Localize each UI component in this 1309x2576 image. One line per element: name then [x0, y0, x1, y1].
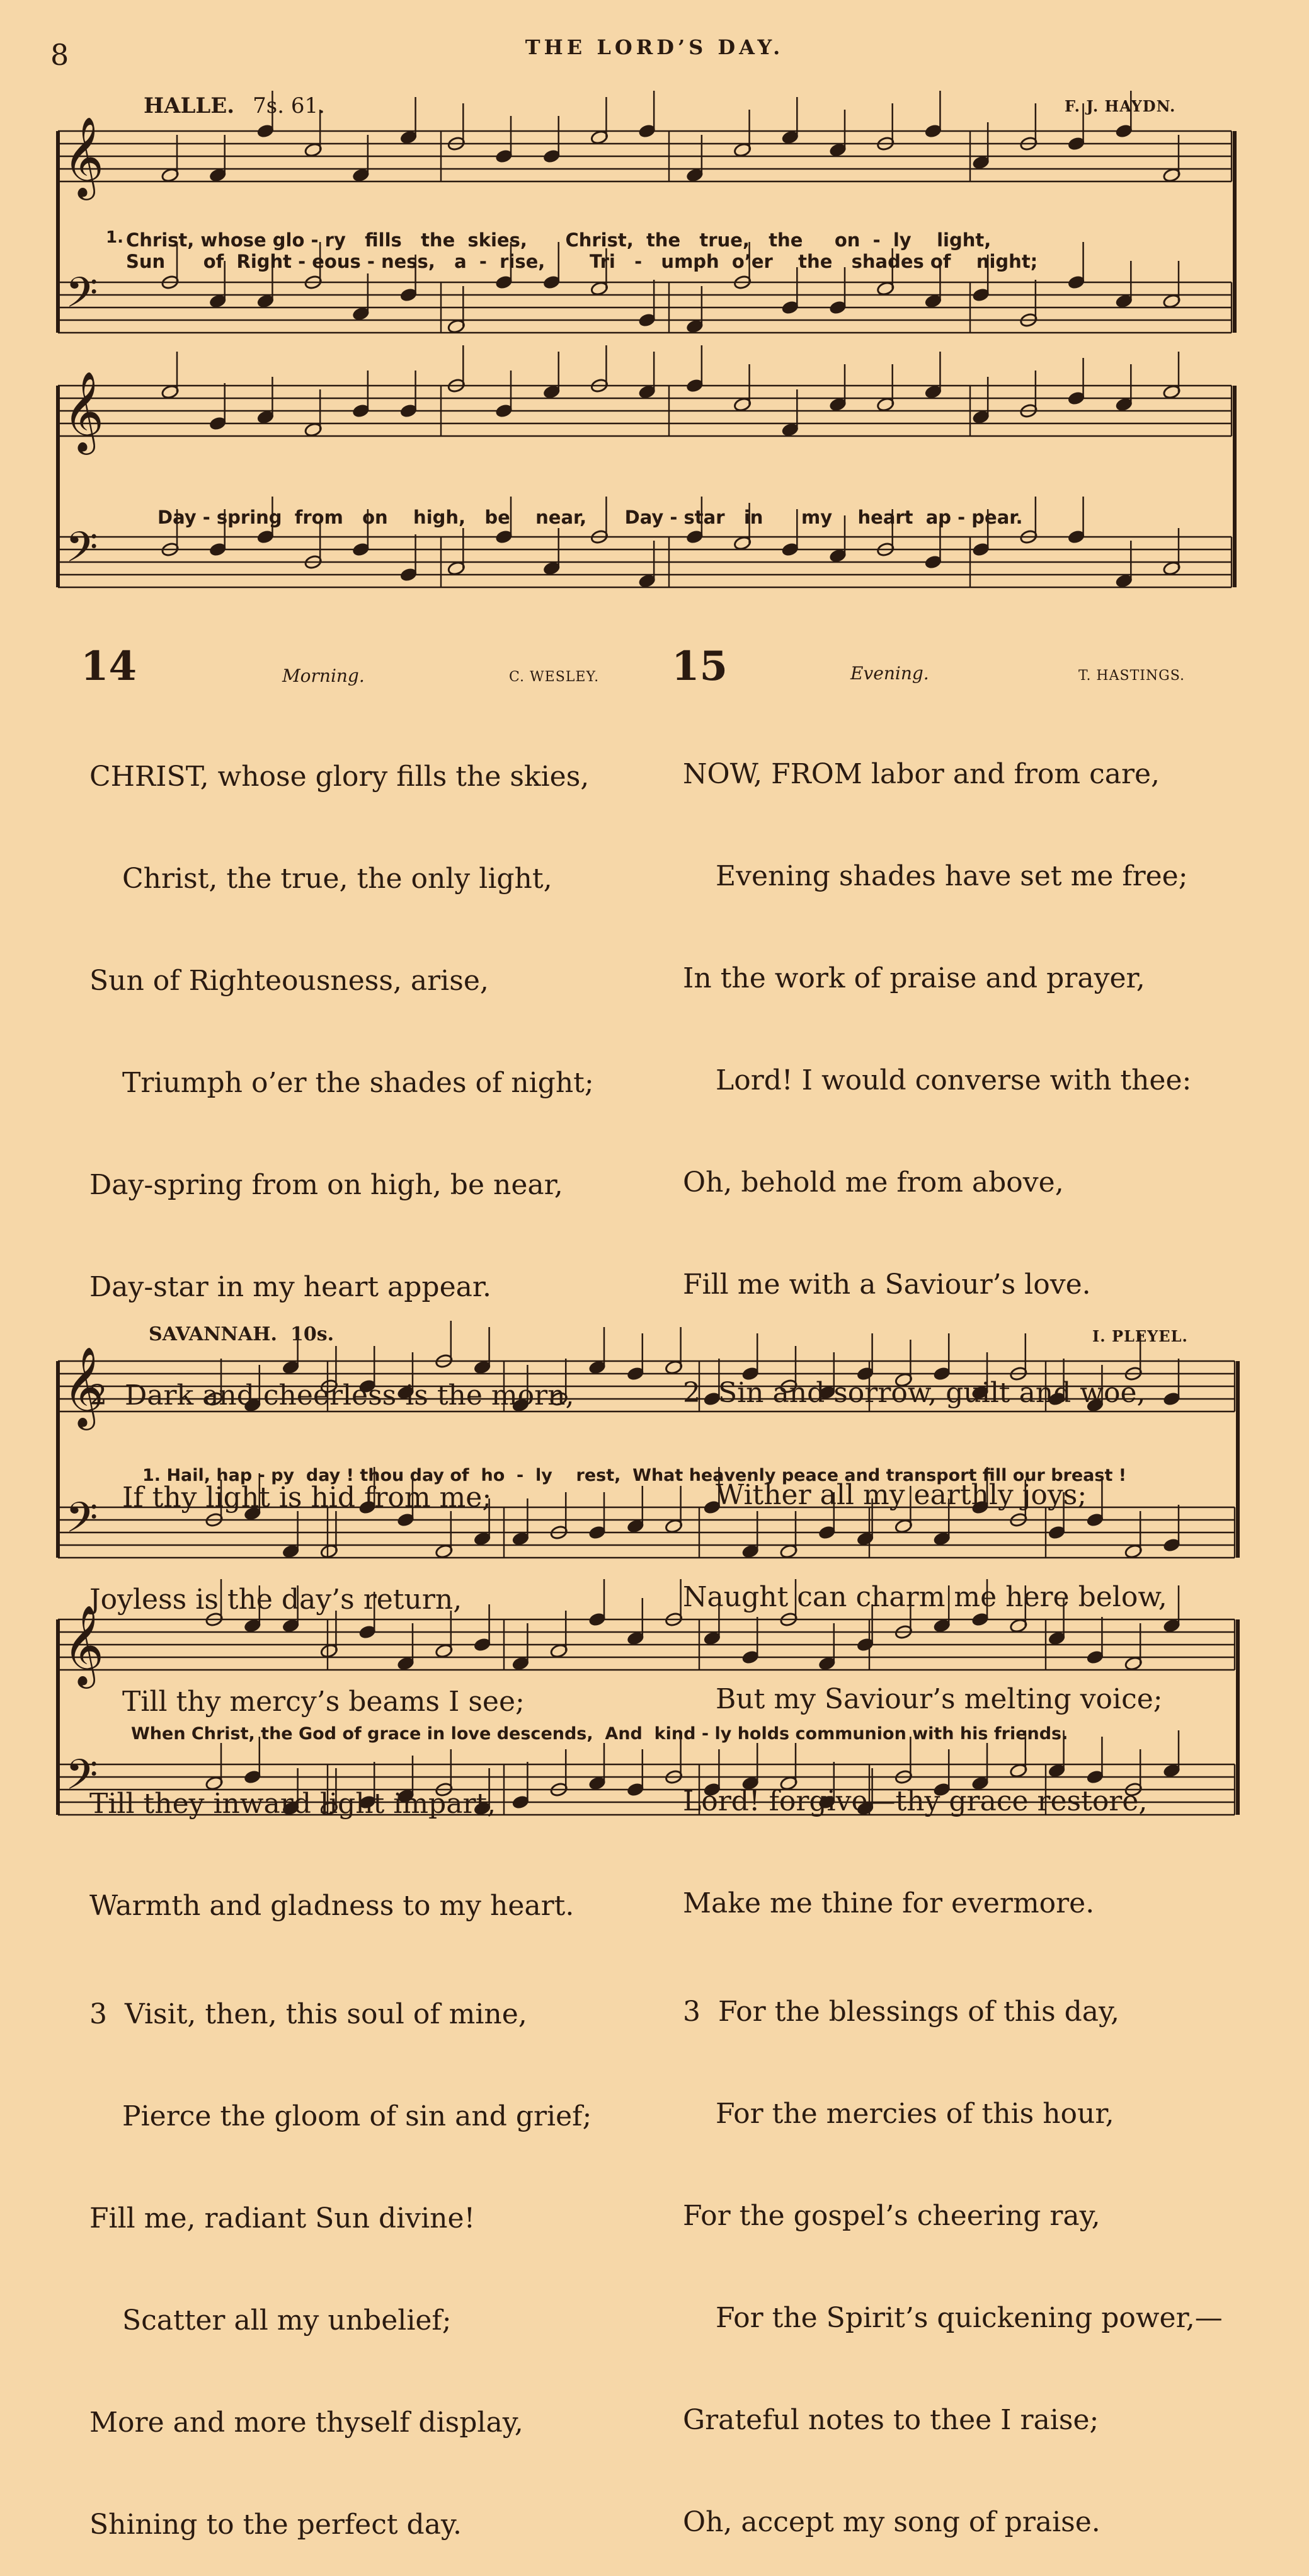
tune-meter: 7s. 61.: [253, 93, 325, 118]
lyric-line-2: When Christ, the God of grace in love descends, And kind - ly holds communion with his friends.: [131, 1724, 1068, 1744]
line: Scatter all my unbelief;: [122, 2304, 452, 2337]
line: Make me thine for evermore.: [683, 1887, 1095, 1919]
line: 2 Sin and sorrow, guilt and woe,: [683, 1377, 1146, 1409]
verse-number: 1.: [106, 228, 123, 247]
line: But my Saviour’s melting voice;: [716, 1683, 1163, 1715]
svg-text:𝄞: 𝄞: [63, 371, 105, 451]
running-title: THE LORD’S DAY.: [525, 35, 784, 59]
line: For the mercies of this hour,: [716, 2098, 1114, 2130]
line: NOW, FROM labor and from care,: [683, 758, 1160, 790]
hymn-15-number: 15: [672, 643, 728, 690]
tune-meter: 10s.: [290, 1323, 334, 1345]
line: Christ, the true, the only light,: [122, 863, 552, 895]
hymn-14-text: [89, 692, 594, 2576]
line: In the work of praise and prayer,: [683, 962, 1145, 994]
line: Lord! forgive—thy grace restore,: [683, 1785, 1148, 1817]
line: Sun of Righteousness, arise,: [89, 965, 489, 997]
line: 3 For the blessings of this day,: [683, 1996, 1120, 2028]
svg-text:𝄢: 𝄢: [66, 268, 98, 327]
svg-text:𝄢: 𝄢: [66, 1751, 98, 1809]
line: Till thy mercy’s beams I see;: [122, 1686, 525, 1718]
svg-text:𝄢: 𝄢: [66, 523, 98, 582]
line: Triumph o’er the shades of night;: [122, 1067, 594, 1099]
line: Day-star in my heart appear.: [89, 1271, 492, 1303]
line: More and more thyself display,: [89, 2406, 523, 2439]
line: Wither all my earthly joys;: [716, 1479, 1087, 1511]
svg-text:𝄞: 𝄞: [63, 1604, 105, 1685]
hymn-15-text: [683, 689, 1223, 2573]
tune-name: HALLE.: [144, 93, 235, 118]
line: Warmth and gladness to my heart.: [89, 1890, 574, 1922]
line: Fill me with a Saviour’s love.: [683, 1268, 1091, 1301]
line: Fill me, radiant Sun divine!: [89, 2202, 476, 2234]
lyric-line-1: 1. Hail, hap - py day ! thou day of ho - ly rest, What heavenly peace and transport fill our breast !: [142, 1466, 1127, 1485]
lyric-line-2: Sun of Right - eous - ness, a - rise, Tri - umph o’er the shades of night;: [126, 251, 1038, 272]
line: For the gospel’s cheering ray,: [683, 2200, 1100, 2232]
tune-composer: F. J. HAYDN.: [1065, 97, 1176, 115]
tune-composer: I. PLEYEL.: [1092, 1327, 1188, 1345]
lyric-line-3: Day - spring from on high, be near, Day - star in my heart ap - pear.: [157, 507, 1023, 528]
hymn-14-subtitle: Morning.: [282, 665, 365, 686]
line: 2 Dark and cheerless is the morn,: [89, 1379, 574, 1412]
line: Oh, behold me from above,: [683, 1166, 1064, 1199]
line: Shining to the perfect day.: [89, 2509, 462, 2541]
line: 3 Visit, then, this soul of mine,: [89, 1998, 527, 2030]
line: Grateful notes to thee I raise;: [683, 2404, 1099, 2436]
tune-name: SAVANNAH.: [149, 1323, 277, 1345]
line: Joyless is the day’s return,: [89, 1584, 462, 1616]
line: Day-spring from on high, be near,: [89, 1169, 563, 1201]
svg-text:𝄢: 𝄢: [66, 1493, 98, 1552]
line: Till they inward light impart,: [89, 1788, 496, 1820]
hymn-14-number: 14: [81, 643, 137, 690]
line: Oh, accept my song of praise.: [683, 2506, 1100, 2538]
page-number: 8: [50, 38, 69, 72]
line: Naught can charm me here below,: [683, 1581, 1167, 1613]
hymn-15-subtitle: Evening.: [850, 663, 929, 684]
svg-text:𝄞: 𝄞: [63, 1346, 105, 1427]
lyric-line-1: Christ, whose glo - ry fills the skies, Christ, the true, the on - ly light,: [126, 229, 992, 251]
hymn-15-author: T. HASTINGS.: [1078, 668, 1186, 684]
tune-heading: [149, 1323, 334, 1345]
line: If thy light is hid from me;: [122, 1481, 492, 1514]
line: Lord! I would converse with thee:: [716, 1064, 1192, 1096]
svg-text:𝄞: 𝄞: [63, 116, 105, 197]
line: Pierce the gloom of sin and grief;: [122, 2100, 592, 2132]
hymn-14-author: C. WESLEY.: [509, 669, 600, 685]
line: For the Spirit’s quickening power,—: [716, 2302, 1223, 2334]
line: Evening shades have set me free;: [716, 860, 1188, 892]
line: CHRIST, whose glory fills the skies,: [89, 761, 590, 793]
